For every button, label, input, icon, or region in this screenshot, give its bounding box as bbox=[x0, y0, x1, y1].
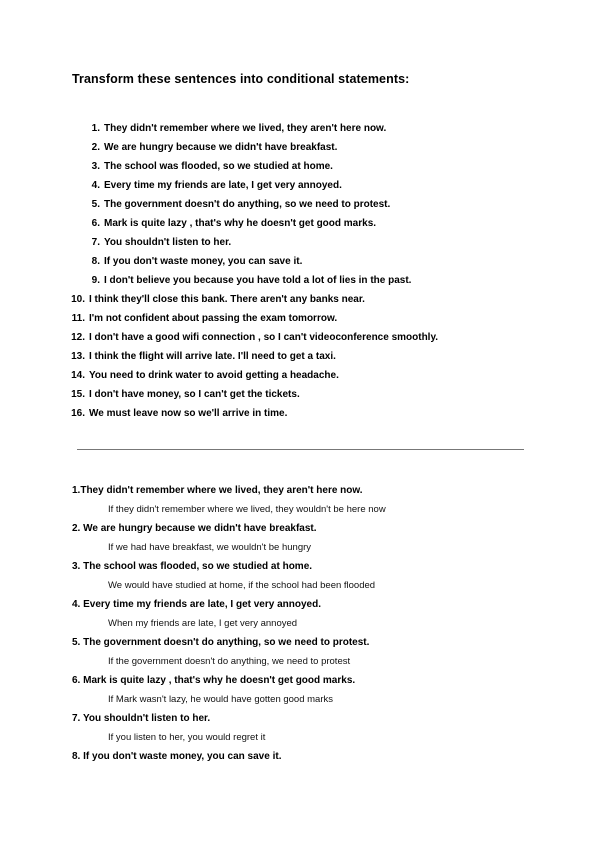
answer-question: 5. The government doesn't do anything, so we need to protest. bbox=[72, 637, 370, 648]
exercise-number: 15. bbox=[71, 389, 85, 400]
exercise-text: We must leave now so we'll arrive in time. bbox=[89, 408, 288, 419]
exercise-text: I'm not confident about passing the exam tomorrow. bbox=[89, 313, 338, 324]
answer-block bbox=[72, 633, 386, 671]
answer-question: 7. You shouldn't listen to her. bbox=[72, 713, 211, 724]
exercise-number: 12. bbox=[71, 332, 85, 343]
exercise-item bbox=[0, 404, 438, 423]
answer-block bbox=[72, 481, 386, 519]
exercise-number: 1. bbox=[91, 123, 100, 134]
exercise-text: Every time my friends are late, I get very annoyed. bbox=[104, 180, 342, 191]
answer-block bbox=[72, 519, 386, 557]
exercise-text: Mark is quite lazy , that's why he doesn't get good marks. bbox=[104, 218, 377, 229]
answer-question: 6. Mark is quite lazy , that's why he doesn't get good marks. bbox=[72, 675, 356, 686]
exercise-number: 7. bbox=[91, 237, 100, 248]
exercise-item bbox=[0, 328, 438, 347]
exercise-item bbox=[0, 385, 438, 404]
exercise-number: 6. bbox=[91, 218, 100, 229]
exercise-text: I think the flight will arrive late. I'll need to get a taxi. bbox=[89, 351, 336, 362]
answer-text: We would have studied at home, if the school had been flooded bbox=[108, 580, 376, 591]
answer-text: When my friends are late, I get very annoyed bbox=[108, 618, 298, 629]
answer-question: 8. If you don't waste money, you can save it. bbox=[72, 751, 282, 762]
answer-block bbox=[72, 709, 386, 747]
answer-text: If we had have breakfast, we wouldn't be hungry bbox=[108, 542, 312, 553]
exercise-text: I think they'll close this bank. There aren't any banks near. bbox=[89, 294, 365, 305]
answer-text bbox=[72, 766, 386, 785]
exercise-item bbox=[0, 214, 438, 233]
answer-question: 3. The school was flooded, so we studied at home. bbox=[72, 561, 313, 572]
exercise-number: 14. bbox=[71, 370, 85, 381]
exercise-item bbox=[0, 157, 438, 176]
section-divider bbox=[77, 449, 524, 450]
answer-text: If Mark wasn't lazy, he would have gotten good marks bbox=[108, 694, 333, 705]
exercise-item bbox=[0, 176, 438, 195]
exercise-item bbox=[0, 195, 438, 214]
exercise-item bbox=[0, 233, 438, 252]
exercise-number: 10. bbox=[71, 294, 85, 305]
exercise-text: If you don't waste money, you can save it. bbox=[104, 256, 303, 267]
exercise-number: 8. bbox=[91, 256, 100, 267]
exercise-item bbox=[0, 347, 438, 366]
answer-text: If you listen to her, you would regret it bbox=[108, 732, 266, 743]
answer-text: If the government doesn't do anything, we need to protest bbox=[108, 656, 351, 667]
exercise-number: 9. bbox=[91, 275, 100, 286]
exercise-number: 5. bbox=[91, 199, 100, 210]
exercise-item bbox=[0, 290, 438, 309]
exercise-item bbox=[0, 119, 438, 138]
answer-block bbox=[72, 671, 386, 709]
exercise-text: They didn't remember where we lived, they aren't here now. bbox=[104, 123, 387, 134]
exercise-list bbox=[0, 119, 438, 423]
exercise-number: 16. bbox=[71, 408, 85, 419]
exercise-text: You need to drink water to avoid getting a headache. bbox=[89, 370, 339, 381]
answer-question: 2. We are hungry because we didn't have breakfast. bbox=[72, 523, 317, 534]
exercise-number: 2. bbox=[91, 142, 100, 153]
exercise-text: I don't believe you because you have told a lot of lies in the past. bbox=[104, 275, 412, 286]
exercise-text: I don't have a good wifi connection , so I can't videoconference smoothly. bbox=[89, 332, 439, 343]
answer-question: 4. Every time my friends are late, I get very annoyed. bbox=[72, 599, 321, 610]
exercise-text: You shouldn't listen to her. bbox=[104, 237, 232, 248]
exercise-number: 11. bbox=[71, 313, 85, 324]
answer-text: If they didn't remember where we lived, they wouldn't be here now bbox=[108, 504, 386, 515]
answer-section bbox=[72, 481, 386, 785]
exercise-text: The government doesn't do anything, so we need to protest. bbox=[104, 199, 391, 210]
exercise-item bbox=[0, 138, 438, 157]
exercise-text: I don't have money, so I can't get the tickets. bbox=[89, 389, 300, 400]
answer-question: 1.They didn't remember where we lived, they aren't here now. bbox=[72, 485, 363, 496]
exercise-item bbox=[0, 271, 438, 290]
answer-block bbox=[72, 747, 386, 785]
exercise-number: 4. bbox=[91, 180, 100, 191]
answer-block bbox=[72, 557, 386, 595]
exercise-text: The school was flooded, so we studied at home. bbox=[104, 161, 333, 172]
exercise-item bbox=[0, 366, 438, 385]
answer-block bbox=[72, 595, 386, 633]
exercise-item bbox=[0, 252, 438, 271]
exercise-text: We are hungry because we didn't have breakfast. bbox=[104, 142, 338, 153]
exercise-item bbox=[0, 309, 438, 328]
exercise-number: 13. bbox=[71, 351, 85, 362]
page-title: Transform these sentences into conditional statements: bbox=[72, 72, 410, 86]
exercise-number: 3. bbox=[91, 161, 100, 172]
